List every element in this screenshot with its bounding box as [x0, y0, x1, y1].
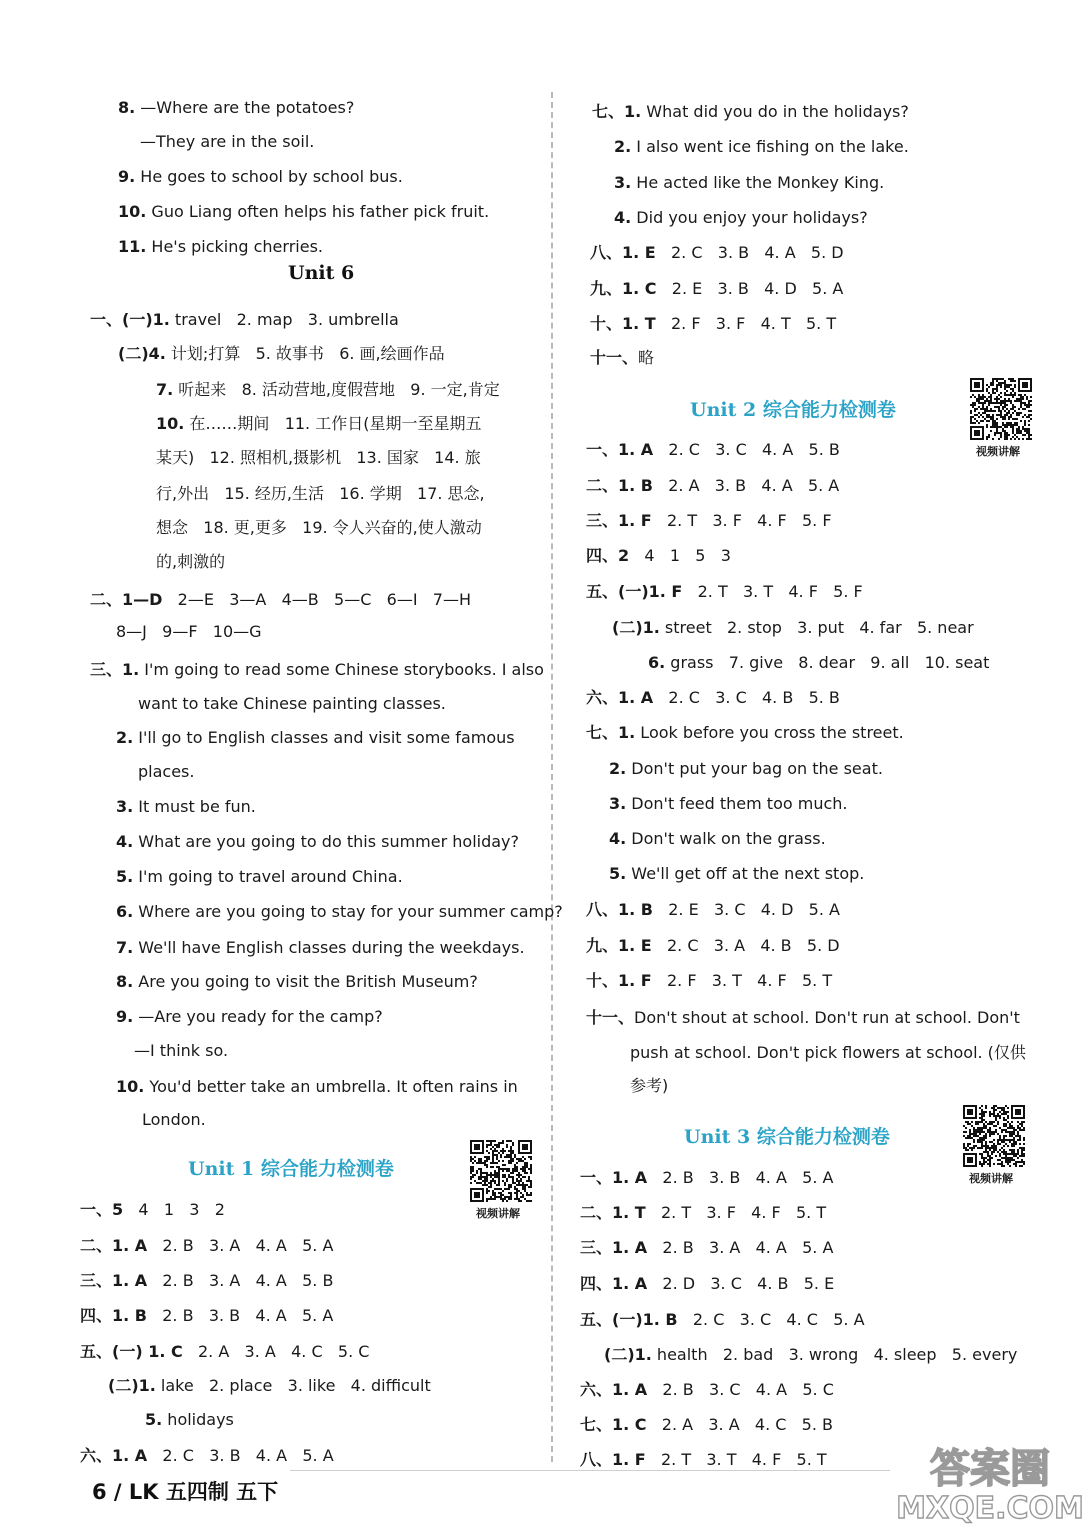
answer-text: 略 [638, 348, 655, 367]
left-answer-line [116, 797, 256, 817]
answer-text: 4 1 5 3 [629, 546, 731, 565]
answer-text: 2. T 3. T 4. F 5. T [645, 1450, 827, 1469]
item-number: 9. [116, 1007, 134, 1026]
answer-text: 2. C 3. C 4. C 5. A [677, 1310, 865, 1329]
item-number: 九、1. E [586, 936, 652, 955]
answer-text: Guo Liang often helps his father pick fruit. [146, 202, 490, 221]
item-number: 5. [609, 864, 627, 883]
answer-text: Don't shout at school. Don't run at school. Don't [634, 1008, 1020, 1027]
right-answer-line [614, 137, 909, 157]
item-number: 2. [116, 728, 134, 747]
right-answer-line [586, 971, 832, 991]
item-number: 10. [116, 1077, 145, 1096]
right-answer-line [580, 1310, 865, 1330]
item-number: 5. [145, 1410, 163, 1429]
right-answer-line [609, 829, 826, 849]
answer-text: 2. C 3. B 4. A 5. A [147, 1446, 334, 1465]
right-answer-line [586, 511, 832, 531]
item-number: 七、1. [586, 723, 636, 742]
answer-text: push at school. Don't pick flowers at school. (仅供 [630, 1043, 1026, 1062]
answer-text: What did you do in the holidays? [641, 102, 909, 121]
answer-text: travel 2. map 3. umbrella [169, 310, 399, 329]
left-answer-line [116, 1007, 383, 1027]
answer-text: I also went ice fishing on the lake. [631, 137, 909, 156]
answer-text: 2. C 3. C 4. A 5. B [653, 440, 840, 459]
item-number: 10. [156, 414, 185, 433]
answer-text: —I think so. [134, 1041, 229, 1060]
item-number: 二、1. A [80, 1236, 148, 1255]
item-number: 七、1. [592, 102, 642, 121]
item-number: 9. [118, 167, 136, 186]
item-number: 三、1. F [586, 511, 652, 530]
answer-text: We'll have English classes during the weekdays. [133, 938, 525, 957]
left-answer-line [118, 98, 354, 118]
answer-text: London. [142, 1110, 206, 1129]
answer-text: It must be fun. [133, 797, 256, 816]
item-number: 十一、 [586, 1008, 635, 1027]
svg-text:MXQE.COM: MXQE.COM [896, 1491, 1084, 1526]
answer-text: 2. F 3. T 4. F 5. T [651, 971, 833, 990]
answer-text: 2. B 3. B 4. A 5. A [647, 1168, 834, 1187]
left-answer-line [80, 1342, 369, 1362]
item-number: 三、1. A [580, 1238, 648, 1257]
answer-text: 8—J 9—F 10—G [116, 622, 262, 641]
item-number: 3. [116, 797, 134, 816]
right-answer-line [580, 1238, 833, 1258]
right-answer-line [590, 243, 844, 263]
right-answer-line [580, 1168, 833, 1188]
left-answer-line [138, 694, 446, 714]
item-number: 四、1. A [580, 1274, 648, 1293]
answer-text: 4 1 3 2 [123, 1200, 225, 1219]
left-answer-line [116, 938, 525, 958]
left-answer-line [116, 972, 478, 992]
item-number: 6. [648, 653, 666, 672]
left-answer-line [156, 448, 481, 468]
right-answer-line [590, 314, 836, 334]
answer-text: 听起来 8. 活动营地,度假营地 9. 一定,肯定 [173, 380, 500, 399]
answer-text: holidays [162, 1410, 234, 1429]
answer-text: I'm going to read some Chinese storybooks. I also [139, 660, 544, 679]
answer-text: want to take Chinese painting classes. [138, 694, 446, 713]
left-answer-line [80, 1271, 333, 1291]
left-answer-line [118, 202, 489, 222]
left-answer-line [156, 518, 482, 538]
right-answer-line [580, 1415, 833, 1435]
answer-text: I'm going to travel around China. [133, 867, 403, 886]
item-number: 三、1. [90, 660, 140, 679]
item-number: (二)4. [118, 344, 166, 363]
answer-text: 2. B 3. A 4. A 5. A [147, 1236, 334, 1255]
left-answer-line [116, 832, 519, 852]
item-number: 10. [118, 202, 147, 221]
item-number: (二)1. [612, 618, 660, 637]
answer-text: 行,外出 15. 经历,生活 16. 学期 17. 思念, [156, 484, 485, 503]
right-answer-line [614, 173, 884, 193]
answer-text: He goes to school by school bus. [135, 167, 403, 186]
answer-text: 2. B 3. B 4. A 5. A [146, 1306, 334, 1325]
right-answer-line [586, 723, 904, 743]
answer-text: You'd better take an umbrella. It often rains in [144, 1077, 518, 1096]
item-number: 二、1. B [586, 476, 653, 495]
item-number: 八、1. B [586, 900, 653, 919]
item-number: 四、1. B [80, 1306, 147, 1325]
answer-text: 2. T 3. F 4. F 5. F [651, 511, 832, 530]
left-answer-line [80, 1446, 334, 1466]
left-answer-line [156, 380, 500, 400]
qr-code-icon[interactable] [963, 1105, 1025, 1167]
left-answer-line [90, 310, 399, 330]
item-number: 二、1. T [580, 1203, 646, 1222]
answer-text: —Where are the potatoes? [135, 98, 355, 117]
answer-text: 2. B 3. C 4. A 5. C [647, 1380, 834, 1399]
item-number: 九、1. C [590, 279, 657, 298]
item-number: 8. [116, 972, 134, 991]
item-number: 十、1. T [590, 314, 656, 333]
left-answer-line [108, 1376, 431, 1396]
item-number: 七、1. C [580, 1415, 647, 1434]
item-number: 4. [614, 208, 632, 227]
answer-text: street 2. stop 3. put 4. far 5. near [659, 618, 974, 637]
answer-text: 2. A 3. A 4. C 5. B [646, 1415, 834, 1434]
answer-text: 2—E 3—A 4—B 5—C 6—I 7—H [162, 590, 471, 609]
right-answer-line [586, 546, 731, 566]
right-answer-line [586, 1008, 1020, 1028]
right-answer-line [604, 1345, 1017, 1365]
answer-text: Don't feed them too much. [626, 794, 848, 813]
answer-text: 参考) [630, 1076, 669, 1095]
item-number: 八、1. F [580, 1450, 646, 1469]
item-number: 7. [156, 380, 174, 399]
item-number: 四、2 [586, 546, 630, 565]
answer-text: He acted like the Monkey King. [631, 173, 885, 192]
answer-text: Look before you cross the street. [635, 723, 904, 742]
item-number: 二、1—D [90, 590, 163, 609]
right-answer-line [630, 1043, 1026, 1063]
right-answer-line [609, 794, 848, 814]
item-number: 8. [118, 98, 136, 117]
item-number: 5. [116, 867, 134, 886]
answer-text: lake 2. place 3. like 4. difficult [155, 1376, 431, 1395]
right-answer-line [586, 936, 840, 956]
right-answer-line [592, 102, 909, 122]
answer-text: Did you enjoy your holidays? [631, 208, 868, 227]
qr-code-icon[interactable] [470, 1140, 532, 1202]
answer-text: What are you going to do this summer holiday? [133, 832, 520, 851]
answer-text: Don't put your bag on the seat. [626, 759, 883, 778]
item-number: 一、5 [80, 1200, 124, 1219]
left-answer-line [116, 622, 262, 642]
item-number: 一、(一)1. [90, 310, 170, 329]
item-number: 六、1. A [586, 688, 654, 707]
answer-text: —Are you ready for the camp? [133, 1007, 383, 1026]
unit2-title: Unit 2 综合能力检测卷 [690, 399, 896, 421]
right-answer-line [648, 653, 989, 673]
answer-text: 2. F 3. F 4. T 5. T [655, 314, 837, 333]
unit6-title: Unit 6 [288, 262, 355, 284]
right-answer-line [612, 618, 974, 638]
item-number: 六、1. A [80, 1446, 148, 1465]
item-number: 六、1. A [580, 1380, 648, 1399]
left-answer-line [116, 867, 403, 887]
right-answer-line [586, 900, 840, 920]
left-answer-line [140, 132, 314, 152]
left-answer-line [116, 728, 515, 748]
answer-text: 2. A 3. B 4. A 5. A [652, 476, 840, 495]
right-answer-line [609, 759, 883, 779]
left-answer-line [90, 590, 471, 610]
right-answer-line [580, 1380, 834, 1400]
answer-text: We'll get off at the next stop. [626, 864, 865, 883]
answer-text: 2. A 3. A 4. C 5. C [182, 1342, 370, 1361]
answer-text: places. [138, 762, 195, 781]
left-answer-line [145, 1410, 234, 1430]
left-answer-line [118, 167, 403, 187]
answer-text: Are you going to visit the British Museum? [133, 972, 478, 991]
right-answer-line [590, 279, 843, 299]
left-answer-line [142, 1110, 206, 1130]
answer-text: Where are you going to stay for your summer camp? [133, 902, 563, 921]
right-answer-line [609, 864, 864, 884]
left-answer-line [116, 902, 563, 922]
item-number: 2. [614, 137, 632, 156]
left-answer-line [134, 1041, 228, 1061]
right-answer-line [586, 688, 840, 708]
item-number: 五、(一)1. B [580, 1310, 678, 1329]
unit3-title: Unit 3 综合能力检测卷 [684, 1126, 890, 1148]
answer-text: 2. T 3. F 4. F 5. T [645, 1203, 827, 1222]
watermark-logo [896, 1434, 1084, 1526]
right-answer-line [586, 440, 840, 460]
item-number: 6. [116, 902, 134, 921]
right-answer-line [586, 582, 863, 602]
answer-text: 2. C 3. B 4. A 5. D [655, 243, 844, 262]
answer-text: 2. E 3. B 4. D 5. A [656, 279, 844, 298]
footer-rule [290, 1470, 890, 1471]
answer-text: He's picking cherries. [146, 237, 323, 256]
item-number: 2. [609, 759, 627, 778]
left-answer-line [138, 762, 194, 782]
right-answer-line [630, 1076, 668, 1096]
answer-text: 2. T 3. T 4. F 5. F [682, 582, 863, 601]
column-divider [551, 92, 553, 1462]
svg-text:答案圈: 答案圈 [930, 1446, 1050, 1492]
item-number: 一、1. A [586, 440, 654, 459]
answer-text: 2. B 3. A 4. A 5. B [147, 1271, 334, 1290]
answer-text: health 2. bad 3. wrong 4. sleep 5. every [651, 1345, 1018, 1364]
unit1-title: Unit 1 综合能力检测卷 [188, 1158, 394, 1180]
item-number: 3. [614, 173, 632, 192]
left-answer-line [80, 1306, 333, 1326]
answer-text: I'll go to English classes and visit some famous [133, 728, 515, 747]
left-answer-line [156, 552, 225, 572]
left-answer-line [116, 1077, 518, 1097]
right-answer-line [580, 1450, 827, 1470]
right-answer-line [614, 208, 868, 228]
item-number: 11. [118, 237, 147, 256]
item-number: 7. [116, 938, 134, 957]
left-answer-line [156, 484, 485, 504]
right-answer-line [580, 1203, 826, 1223]
item-number: 三、1. A [80, 1271, 148, 1290]
left-answer-line [118, 344, 445, 364]
item-number: 十、1. F [586, 971, 652, 990]
left-answer-line [118, 237, 323, 257]
page-footer: 6 / LK 五四制 五下 [92, 1480, 279, 1504]
qr-caption: 视频讲解 [969, 1172, 1013, 1185]
answer-text: 2. E 3. C 4. D 5. A [652, 900, 840, 919]
item-number: (二)1. [108, 1376, 156, 1395]
qr-caption: 视频讲解 [476, 1207, 520, 1220]
left-answer-line [90, 660, 544, 680]
item-number: 八、1. E [590, 243, 656, 262]
item-number: 五、(一)1. F [586, 582, 683, 601]
item-number: 4. [116, 832, 134, 851]
item-number: 4. [609, 829, 627, 848]
left-answer-line [80, 1200, 225, 1220]
qr-caption: 视频讲解 [976, 445, 1020, 458]
answer-text: 某天) 12. 照相机,摄影机 13. 国家 14. 旅 [156, 448, 481, 467]
answer-text: 2. B 3. A 4. A 5. A [647, 1238, 834, 1257]
right-answer-line [590, 348, 654, 368]
qr-code-icon[interactable] [970, 378, 1032, 440]
answer-text: 2. D 3. C 4. B 5. E [647, 1274, 835, 1293]
answer-text: Don't walk on the grass. [626, 829, 826, 848]
answer-text: 想念 18. 更,更多 19. 令人兴奋的,使人激动 [156, 518, 482, 537]
left-answer-line [80, 1236, 333, 1256]
answer-text: 在……期间 11. 工作日(星期一至星期五 [184, 414, 482, 433]
item-number: (二)1. [604, 1345, 652, 1364]
answer-text: 计划;打算 5. 故事书 6. 画,绘画作品 [165, 344, 445, 363]
item-number: 3. [609, 794, 627, 813]
answer-text: 的,刺激的 [156, 552, 226, 571]
answer-text: 2. C 3. A 4. B 5. D [651, 936, 840, 955]
item-number: 十一、 [590, 348, 639, 367]
answer-text: 2. C 3. C 4. B 5. B [653, 688, 840, 707]
right-answer-line [580, 1274, 834, 1294]
answer-text: —They are in the soil. [140, 132, 315, 151]
right-answer-line [586, 476, 839, 496]
item-number: 一、1. A [580, 1168, 648, 1187]
left-answer-line [156, 414, 481, 434]
answer-text: grass 7. give 8. dear 9. all 10. seat [665, 653, 990, 672]
item-number: 五、(一) 1. C [80, 1342, 183, 1361]
